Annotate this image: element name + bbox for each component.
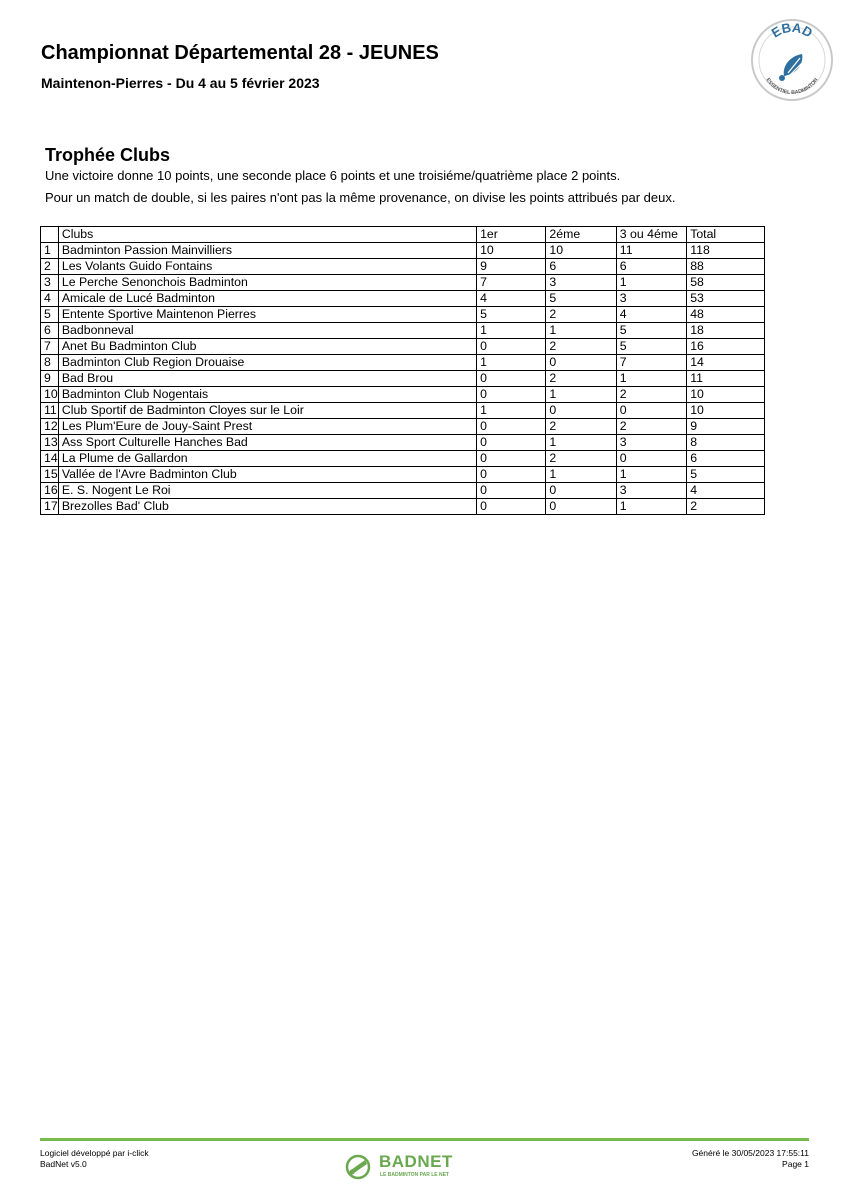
cell-club: Badminton Club Nogentais <box>58 387 476 403</box>
cell-second: 2 <box>546 307 616 323</box>
cell-rank: 7 <box>41 339 59 355</box>
cell-third-fourth: 5 <box>616 339 686 355</box>
cell-total: 48 <box>687 307 765 323</box>
cell-total: 5 <box>687 467 765 483</box>
cell-first: 5 <box>477 307 546 323</box>
header-clubs: Clubs <box>58 227 476 243</box>
section-title: Trophée Clubs <box>45 145 171 165</box>
cell-first: 9 <box>477 259 546 275</box>
table-row <box>41 259 765 275</box>
page-subtitle: Maintenon-Pierres - Du 4 au 5 février 2023 <box>41 75 320 91</box>
cell-second: 1 <box>546 323 616 339</box>
ebad-logo-icon <box>750 18 834 102</box>
svg-text:EBAD: EBAD <box>768 19 816 41</box>
svg-text:ESSENTIEL BADMINTON: ESSENTIEL BADMINTON <box>764 77 820 97</box>
cell-first: 0 <box>477 435 546 451</box>
cell-second: 6 <box>546 259 616 275</box>
cell-club: Vallée de l'Avre Badminton Club <box>58 467 476 483</box>
cell-rank: 16 <box>41 483 59 499</box>
badnet-logo <box>345 1152 465 1184</box>
cell-first: 0 <box>477 371 546 387</box>
cell-club: Le Perche Senonchois Badminton <box>58 275 476 291</box>
cell-rank: 8 <box>41 355 59 371</box>
cell-total: 118 <box>687 243 765 259</box>
table-row <box>41 499 765 515</box>
cell-rank: 15 <box>41 467 59 483</box>
cell-first: 1 <box>477 403 546 419</box>
cell-third-fourth: 3 <box>616 291 686 307</box>
cell-second: 0 <box>546 499 616 515</box>
table-row <box>41 243 765 259</box>
cell-club: Badbonneval <box>58 323 476 339</box>
cell-third-fourth: 3 <box>616 435 686 451</box>
cell-rank: 10 <box>41 387 59 403</box>
cell-third-fourth: 0 <box>616 451 686 467</box>
cell-third-fourth: 4 <box>616 307 686 323</box>
badnet-brand: BADNET <box>379 1152 453 1171</box>
cell-first: 7 <box>477 275 546 291</box>
cell-club: Entente Sportive Maintenon Pierres <box>58 307 476 323</box>
footer-developer: Logiciel développé par i-click <box>40 1148 149 1158</box>
cell-third-fourth: 1 <box>616 467 686 483</box>
table-row <box>41 307 765 323</box>
cell-club: Les Plum'Eure de Jouy-Saint Prest <box>58 419 476 435</box>
cell-first: 0 <box>477 419 546 435</box>
ranking-table <box>40 226 765 515</box>
cell-first: 0 <box>477 451 546 467</box>
cell-rank: 17 <box>41 499 59 515</box>
cell-club: Badminton Passion Mainvilliers <box>58 243 476 259</box>
cell-second: 5 <box>546 291 616 307</box>
table-row <box>41 323 765 339</box>
cell-third-fourth: 2 <box>616 387 686 403</box>
cell-club: Ass Sport Culturelle Hanches Bad <box>58 435 476 451</box>
table-row <box>41 339 765 355</box>
table-row <box>41 435 765 451</box>
cell-total: 6 <box>687 451 765 467</box>
cell-second: 1 <box>546 435 616 451</box>
table-row <box>41 355 765 371</box>
cell-rank: 14 <box>41 451 59 467</box>
cell-total: 8 <box>687 435 765 451</box>
cell-total: 9 <box>687 419 765 435</box>
cell-club: La Plume de Gallardon <box>58 451 476 467</box>
cell-third-fourth: 1 <box>616 371 686 387</box>
cell-club: E. S. Nogent Le Roi <box>58 483 476 499</box>
cell-third-fourth: 5 <box>616 323 686 339</box>
table-row <box>41 403 765 419</box>
table-row <box>41 451 765 467</box>
cell-total: 53 <box>687 291 765 307</box>
cell-second: 2 <box>546 339 616 355</box>
cell-total: 16 <box>687 339 765 355</box>
cell-total: 2 <box>687 499 765 515</box>
header-rank <box>41 227 59 243</box>
badnet-tagline: LE BADMINTON PAR LE NET <box>380 1172 449 1178</box>
cell-second: 10 <box>546 243 616 259</box>
header-first: 1er <box>477 227 546 243</box>
table-header-row <box>41 227 765 243</box>
cell-third-fourth: 7 <box>616 355 686 371</box>
cell-second: 3 <box>546 275 616 291</box>
cell-rank: 6 <box>41 323 59 339</box>
cell-total: 10 <box>687 403 765 419</box>
cell-third-fourth: 2 <box>616 419 686 435</box>
cell-second: 1 <box>546 467 616 483</box>
cell-rank: 3 <box>41 275 59 291</box>
cell-total: 58 <box>687 275 765 291</box>
cell-first: 4 <box>477 291 546 307</box>
cell-first: 0 <box>477 339 546 355</box>
shuttlecock-icon <box>345 1152 375 1180</box>
cell-rank: 11 <box>41 403 59 419</box>
table-row <box>41 419 765 435</box>
cell-total: 88 <box>687 259 765 275</box>
cell-club: Anet Bu Badminton Club <box>58 339 476 355</box>
cell-third-fourth: 1 <box>616 275 686 291</box>
cell-total: 10 <box>687 387 765 403</box>
cell-rank: 13 <box>41 435 59 451</box>
cell-first: 0 <box>477 499 546 515</box>
table-row <box>41 371 765 387</box>
cell-club: Brezolles Bad' Club <box>58 499 476 515</box>
cell-third-fourth: 1 <box>616 499 686 515</box>
cell-second: 0 <box>546 355 616 371</box>
cell-total: 18 <box>687 323 765 339</box>
cell-third-fourth: 11 <box>616 243 686 259</box>
cell-rank: 2 <box>41 259 59 275</box>
cell-first: 1 <box>477 323 546 339</box>
cell-second: 0 <box>546 483 616 499</box>
cell-third-fourth: 3 <box>616 483 686 499</box>
cell-second: 0 <box>546 403 616 419</box>
table-row <box>41 483 765 499</box>
cell-rank: 12 <box>41 419 59 435</box>
table-row <box>41 275 765 291</box>
cell-first: 0 <box>477 467 546 483</box>
table-row <box>41 387 765 403</box>
cell-first: 0 <box>477 483 546 499</box>
cell-second: 2 <box>546 451 616 467</box>
cell-third-fourth: 6 <box>616 259 686 275</box>
cell-rank: 4 <box>41 291 59 307</box>
cell-second: 2 <box>546 419 616 435</box>
header-third-fourth: 3 ou 4éme <box>616 227 686 243</box>
cell-total: 11 <box>687 371 765 387</box>
cell-club: Bad Brou <box>58 371 476 387</box>
header-second: 2éme <box>546 227 616 243</box>
cell-first: 0 <box>477 387 546 403</box>
cell-club: Badminton Club Region Drouaise <box>58 355 476 371</box>
cell-third-fourth: 0 <box>616 403 686 419</box>
cell-rank: 9 <box>41 371 59 387</box>
footer-divider <box>40 1138 809 1141</box>
table-row <box>41 291 765 307</box>
cell-total: 14 <box>687 355 765 371</box>
cell-second: 1 <box>546 387 616 403</box>
footer-generated: Généré le 30/05/2023 17:55:11 <box>691 1148 809 1158</box>
doubles-rule-text: Pour un match de double, si les paires n'ont pas la même provenance, on divise les points attribués par deux. <box>45 190 676 205</box>
cell-club: Club Sportif de Badminton Cloyes sur le Loir <box>58 403 476 419</box>
table-row <box>41 467 765 483</box>
cell-first: 1 <box>477 355 546 371</box>
page-title: Championnat Départemental 28 - JEUNES <box>41 42 439 64</box>
cell-club: Les Volants Guido Fontains <box>58 259 476 275</box>
cell-club: Amicale de Lucé Badminton <box>58 291 476 307</box>
header-total: Total <box>687 227 765 243</box>
footer-version: BadNet v5.0 <box>40 1159 87 1169</box>
scoring-rule-text: Une victoire donne 10 points, une seconde place 6 points et une troisiéme/quatrième place 2 points. <box>45 168 621 183</box>
cell-first: 10 <box>477 243 546 259</box>
cell-rank: 1 <box>41 243 59 259</box>
footer-page-number: Page 1 <box>782 1159 809 1169</box>
cell-total: 4 <box>687 483 765 499</box>
cell-second: 2 <box>546 371 616 387</box>
cell-rank: 5 <box>41 307 59 323</box>
